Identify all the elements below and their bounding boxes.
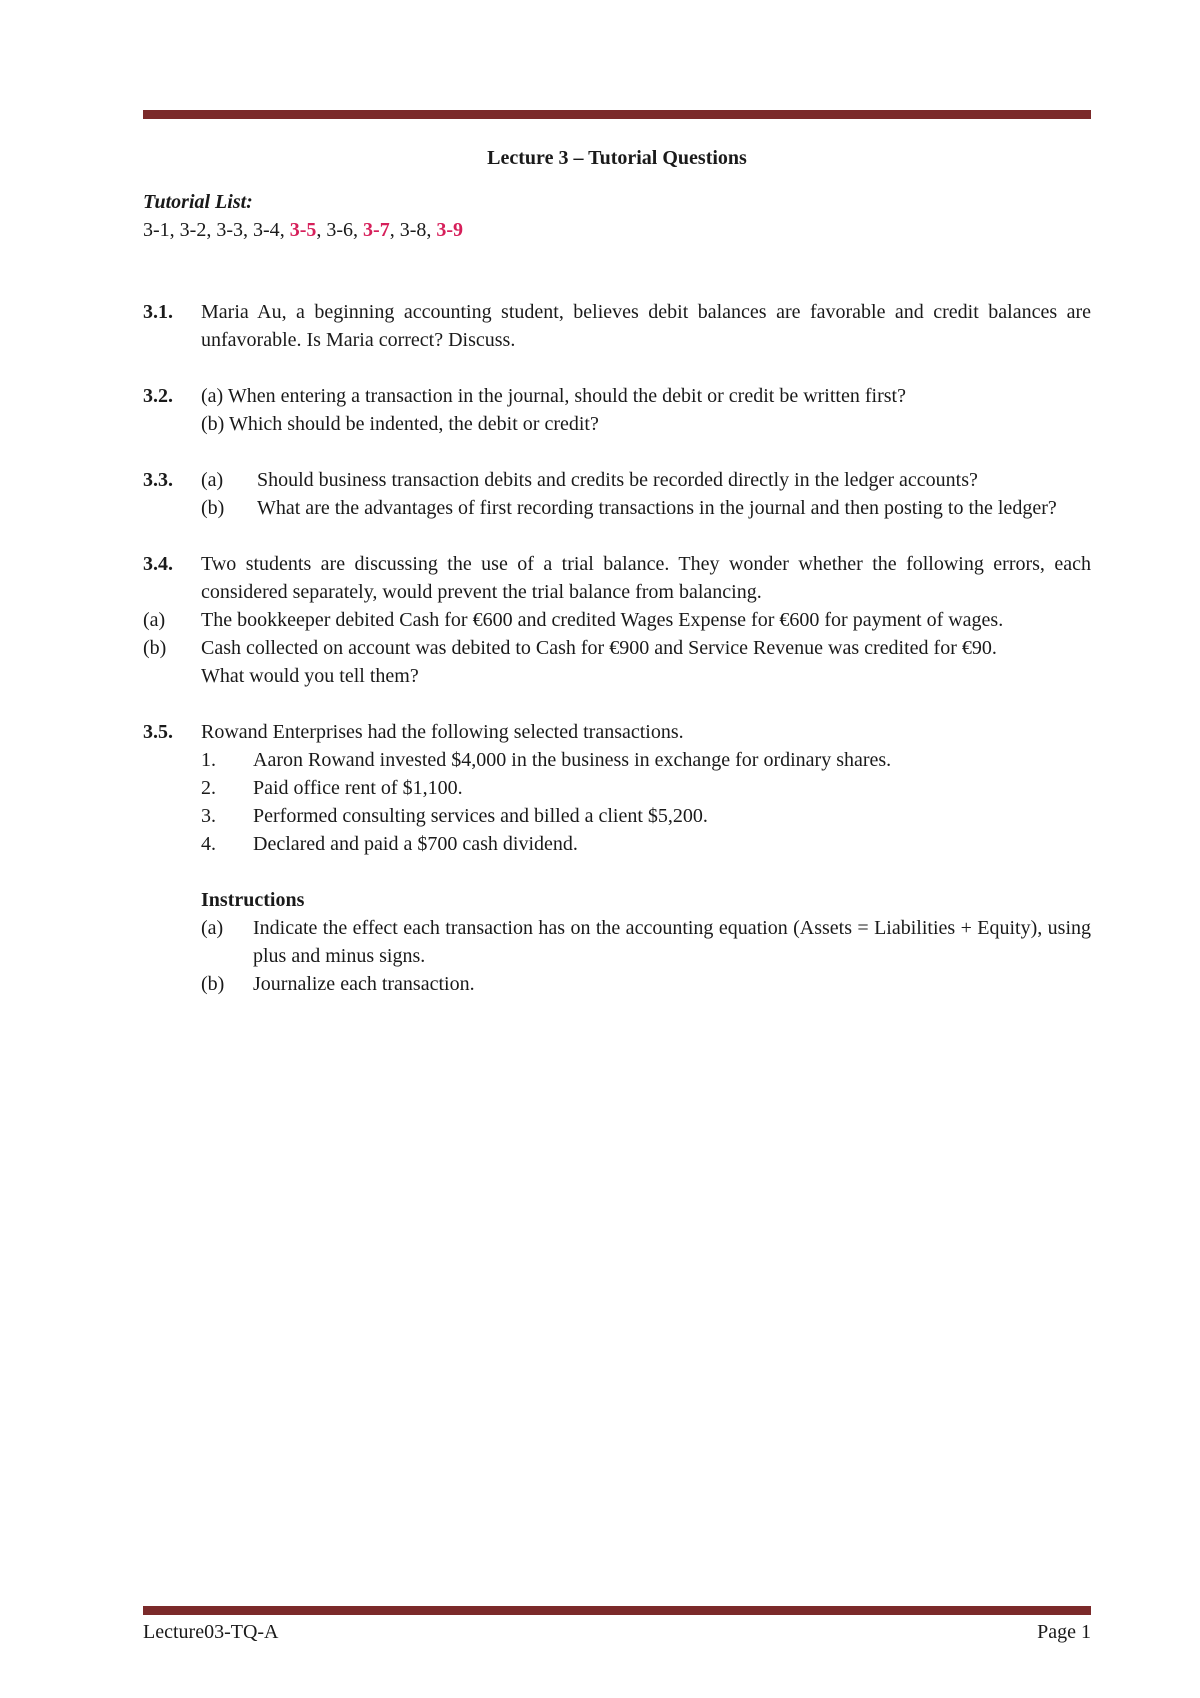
list-item — [201, 802, 1091, 830]
list-number: 3. — [201, 805, 216, 827]
part-text: Indicate the effect each transaction has on the accounting equation (Assets = Liabilities + Equity), using plus and minus signs. — [253, 917, 1091, 967]
list-text: Paid office rent of $1,100. — [253, 777, 463, 799]
question-3-3 — [143, 466, 1091, 522]
part-text: The bookkeeper debited Cash for €600 and credited Wages Expense for €600 for payment of wages. — [201, 609, 1004, 631]
tutorial-item-highlighted: 3-5 — [289, 219, 317, 241]
tutorial-item-highlighted: 3-9 — [436, 219, 464, 241]
question-part-a — [201, 466, 1091, 494]
instructions-heading: Instructions — [201, 889, 305, 911]
question-3-2 — [143, 382, 1091, 438]
tutorial-item: 3-6 — [326, 219, 354, 241]
list-text: Performed consulting services and billed a client $5,200. — [253, 805, 708, 827]
question-line-b: (b) Which should be indented, the debit or credit? — [201, 413, 599, 435]
tutorial-item: 3-1 — [143, 219, 170, 241]
list-item — [201, 830, 1091, 858]
question-number: 3.2. — [143, 385, 173, 407]
part-text: Cash collected on account was debited to Cash for €900 and Service Revenue was credited for €90. — [201, 637, 997, 659]
page-title: Lecture 3 – Tutorial Questions — [487, 147, 747, 169]
question-number: 3.3. — [143, 469, 173, 491]
part-label: (b) — [143, 637, 167, 659]
question-text: Two students are discussing the use of a trial balance. They wonder whether the following errors, each considered separately, would prevent the trial balance from balancing. — [201, 553, 1091, 603]
part-label: (a) — [201, 917, 224, 939]
question-text: Rowand Enterprises had the following selected transactions. — [201, 721, 684, 743]
question-3-4 — [143, 550, 1091, 606]
list-number: 1. — [201, 749, 216, 771]
document-body — [143, 144, 1091, 998]
tutorial-item-highlighted: 3-7 — [363, 219, 390, 241]
question-number: 3.1. — [143, 301, 173, 323]
footer-document-id: Lecture03-TQ-A — [143, 1621, 279, 1643]
closing-text: What would you tell them? — [201, 665, 419, 687]
tutorial-item: 3-4 — [253, 219, 280, 241]
list-number: 4. — [201, 833, 216, 855]
part-label: (b) — [201, 497, 225, 519]
question-number: 3.5. — [143, 721, 173, 743]
tutorial-item: 3-2 — [179, 219, 207, 241]
instruction-b — [201, 970, 1091, 998]
question-line-a: (a) When entering a transaction in the journal, should the debit or credit be written first? — [201, 385, 906, 407]
part-text: Journalize each transaction. — [253, 973, 475, 995]
tutorial-list-label: Tutorial List: — [143, 191, 253, 213]
question-number: 3.4. — [143, 553, 173, 575]
header-rule — [143, 110, 1091, 119]
part-label: (a) — [143, 609, 166, 631]
question-3-4-part-b — [143, 634, 1091, 662]
tutorial-list-items: 3-1, 3-2, 3-3, 3-4, 3-5, 3-6, 3-7, 3-8, 3-9 — [143, 219, 464, 241]
list-text: Declared and paid a $700 cash dividend. — [253, 833, 578, 855]
list-number: 2. — [201, 777, 216, 799]
question-3-5 — [143, 718, 1091, 998]
list-item — [201, 746, 1091, 774]
question-3-1 — [143, 298, 1091, 354]
tutorial-item: 3-3 — [216, 219, 244, 241]
question-3-4-part-a — [143, 606, 1091, 634]
part-label: (b) — [201, 973, 225, 995]
footer-rule — [143, 1606, 1091, 1615]
question-part-b — [201, 494, 1091, 522]
footer-page-number: Page 1 — [1037, 1621, 1091, 1643]
instruction-a — [201, 914, 1091, 970]
question-text: Maria Au, a beginning accounting student, believes debit balances are favorable and credit balances are unfavorable. Is Maria correct? Discuss. — [201, 301, 1091, 351]
question-3-4-closing — [143, 662, 1091, 690]
list-item — [201, 774, 1091, 802]
part-label: (a) — [201, 469, 224, 491]
list-text: Aaron Rowand invested $4,000 in the business in exchange for ordinary shares. — [253, 749, 892, 771]
part-text: Should business transaction debits and credits be recorded directly in the ledger accounts? — [257, 469, 978, 491]
tutorial-item: 3-8 — [399, 219, 427, 241]
part-text: What are the advantages of first recording transactions in the journal and then posting to the ledger? — [257, 497, 1057, 519]
